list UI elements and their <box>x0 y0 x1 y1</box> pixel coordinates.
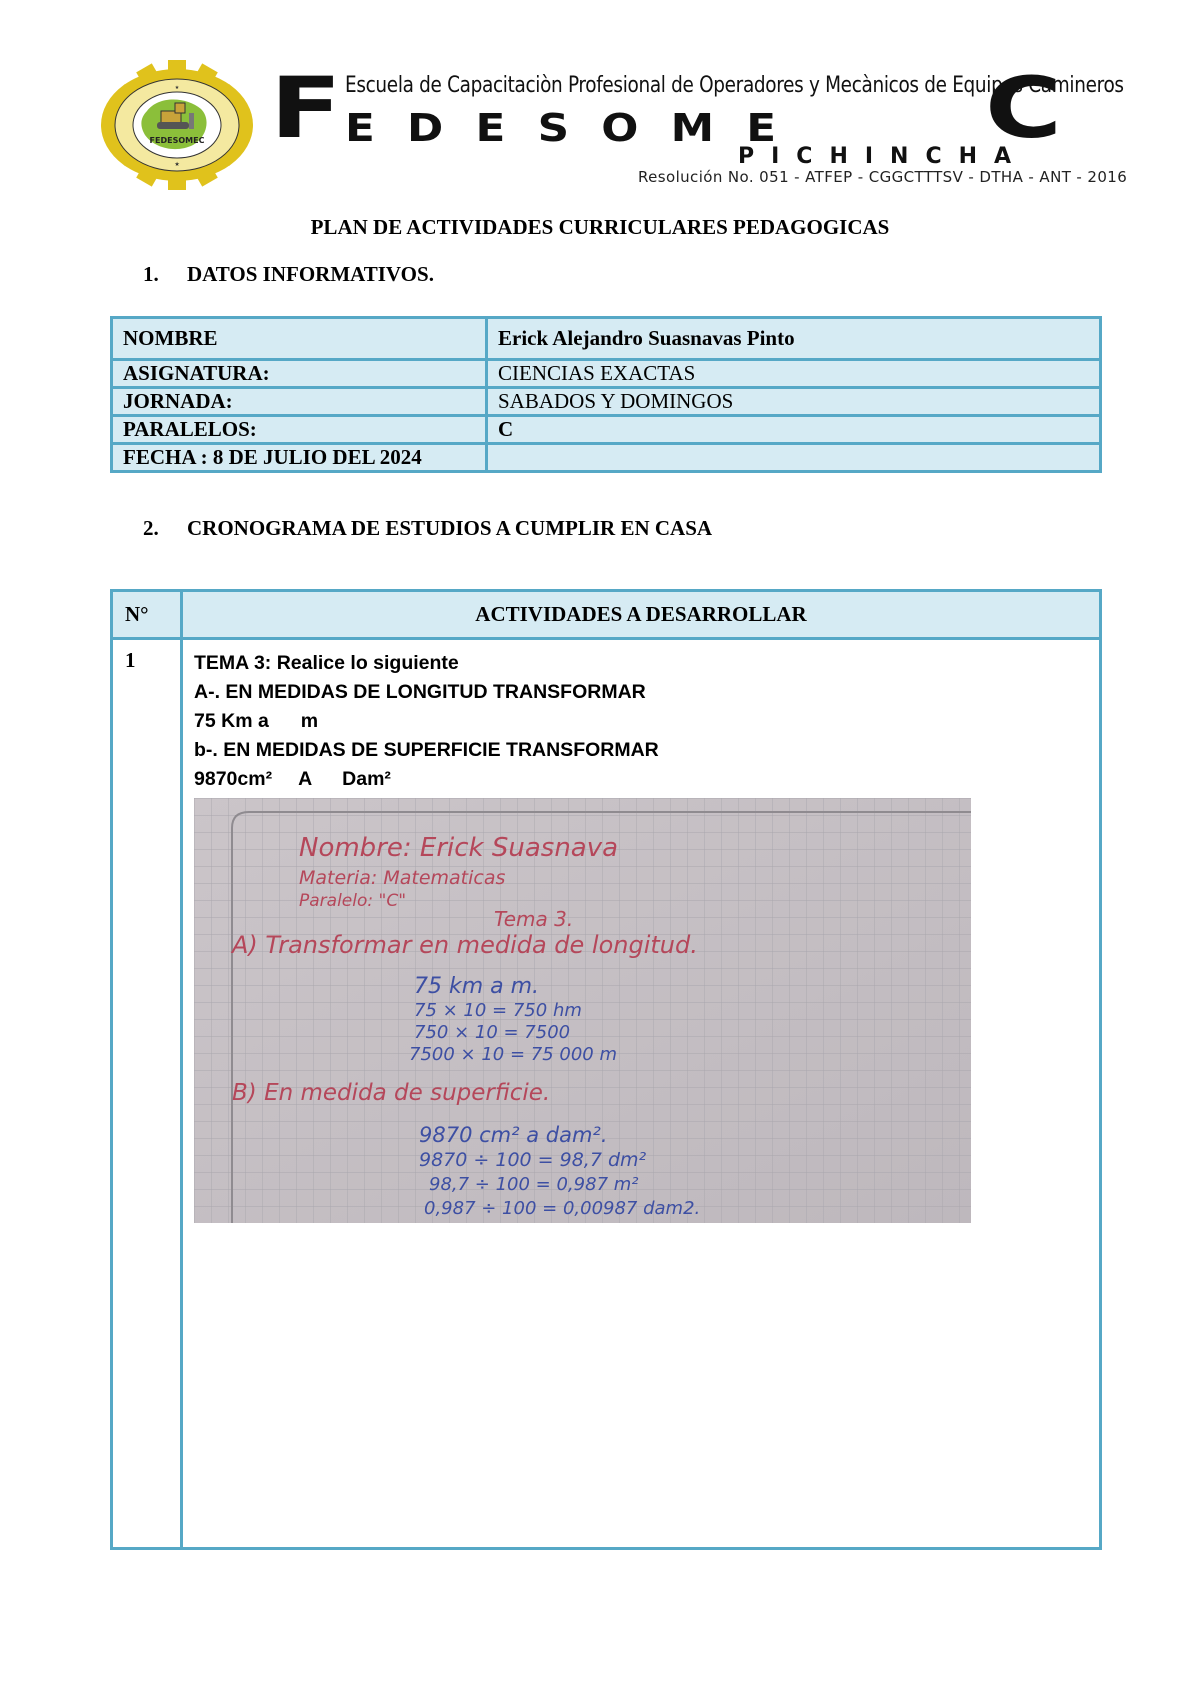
notebook-photo <box>194 798 971 1223</box>
fecha-label: FECHA : 8 DE JULIO DEL 2024 <box>112 444 487 472</box>
nombre-value: Erick Alejandro Suasnavas Pinto <box>487 318 1101 360</box>
brand-wordmark: EDESOME <box>345 106 809 150</box>
fedesomec-gear-seal-logo <box>90 60 265 190</box>
document-title: PLAN DE ACTIVIDADES CURRICULARES PEDAGOGICAS <box>310 215 890 239</box>
notebook-b-line1: 9870 cm² a dam². <box>419 1123 608 1147</box>
nombre-label: NOMBRE <box>112 318 487 360</box>
svg-text:★: ★ <box>174 161 180 168</box>
paralelos-value: C <box>487 416 1101 444</box>
brand-letter-c: C <box>985 59 1063 157</box>
notebook-materia: Materia: Matematicas <box>299 867 506 889</box>
notebook-a-line3: 750 × 10 = 7500 <box>414 1022 571 1043</box>
brand-region: PICHINCHA <box>738 144 1029 169</box>
part-b-exercise: 9870cm² A Dam² <box>194 768 391 790</box>
column-header-activities: ACTIVIDADES A DESARROLLAR <box>182 591 1101 639</box>
notebook-b-heading: B) En medida de superficie. <box>232 1080 551 1106</box>
notebook-b-line4: 0,987 ÷ 100 = 0,00987 dam2. <box>424 1198 701 1219</box>
column-header-number: N° <box>112 591 182 639</box>
fecha-value <box>487 444 1101 472</box>
asignatura-value: CIENCIAS EXACTAS <box>487 360 1101 388</box>
notebook-b-line3: 98,7 ÷ 100 = 0,987 m² <box>429 1174 639 1195</box>
section-title: DATOS INFORMATIVOS. <box>187 262 434 286</box>
info-table <box>110 316 1102 473</box>
notebook-nombre: Nombre: Erick Suasnava <box>299 833 619 863</box>
brand-letter-f: F <box>270 59 342 157</box>
table-row <box>112 318 1101 360</box>
table-row <box>112 360 1101 388</box>
letterhead <box>90 59 1128 190</box>
part-a-title: A-. EN MEDIDAS DE LONGITUD TRANSFORMAR <box>194 681 646 703</box>
resolution-number: Resolución No. 051 - ATFEP - CGGCTTTSV - DTHA - ANT - 2016 <box>638 168 1128 186</box>
school-name: Escuela de Capacitaciòn Profesional de Operadores y Mecànicos de Equipos Camineros <box>345 72 1124 98</box>
notebook-a-heading: A) Transformar en medida de longitud. <box>232 931 698 959</box>
table-header-row <box>112 591 1101 639</box>
paralelos-label: PARALELOS: <box>112 416 487 444</box>
notebook-tema: Tema 3. <box>494 907 574 931</box>
notebook-a-line1: 75 km a m. <box>414 974 540 999</box>
section-heading-cronograma <box>143 516 712 541</box>
tema-line: TEMA 3: Realice lo siguiente <box>194 652 459 674</box>
part-a-exercise: 75 Km a m <box>194 710 319 732</box>
jornada-value: SABADOS Y DOMINGOS <box>487 388 1101 416</box>
activity-cell <box>182 639 1101 1549</box>
notebook-a-line2: 75 × 10 = 750 hm <box>414 1000 582 1021</box>
table-row <box>112 444 1101 472</box>
section-heading-datos <box>143 262 434 287</box>
notebook-paralelo: Paralelo: "C" <box>299 891 407 911</box>
row-number: 1 <box>112 639 182 1549</box>
activity-instructions <box>184 641 1098 794</box>
svg-text:★: ★ <box>174 85 180 91</box>
table-row <box>112 639 1101 1549</box>
seal-label: FEDESOMEC <box>149 136 205 145</box>
table-row <box>112 416 1101 444</box>
asignatura-label: ASIGNATURA: <box>112 360 487 388</box>
section-number: 1. <box>143 262 159 286</box>
part-b-title: b-. EN MEDIDAS DE SUPERFICIE TRANSFORMAR <box>194 739 659 761</box>
table-row <box>112 388 1101 416</box>
notebook-a-line4: 7500 × 10 = 75 000 m <box>409 1044 618 1065</box>
activities-table <box>110 589 1102 1550</box>
jornada-label: JORNADA: <box>112 388 487 416</box>
section-title: CRONOGRAMA DE ESTUDIOS A CUMPLIR EN CASA <box>187 516 713 540</box>
section-number: 2. <box>143 516 159 540</box>
notebook-b-line2: 9870 ÷ 100 = 98,7 dm² <box>419 1149 647 1171</box>
